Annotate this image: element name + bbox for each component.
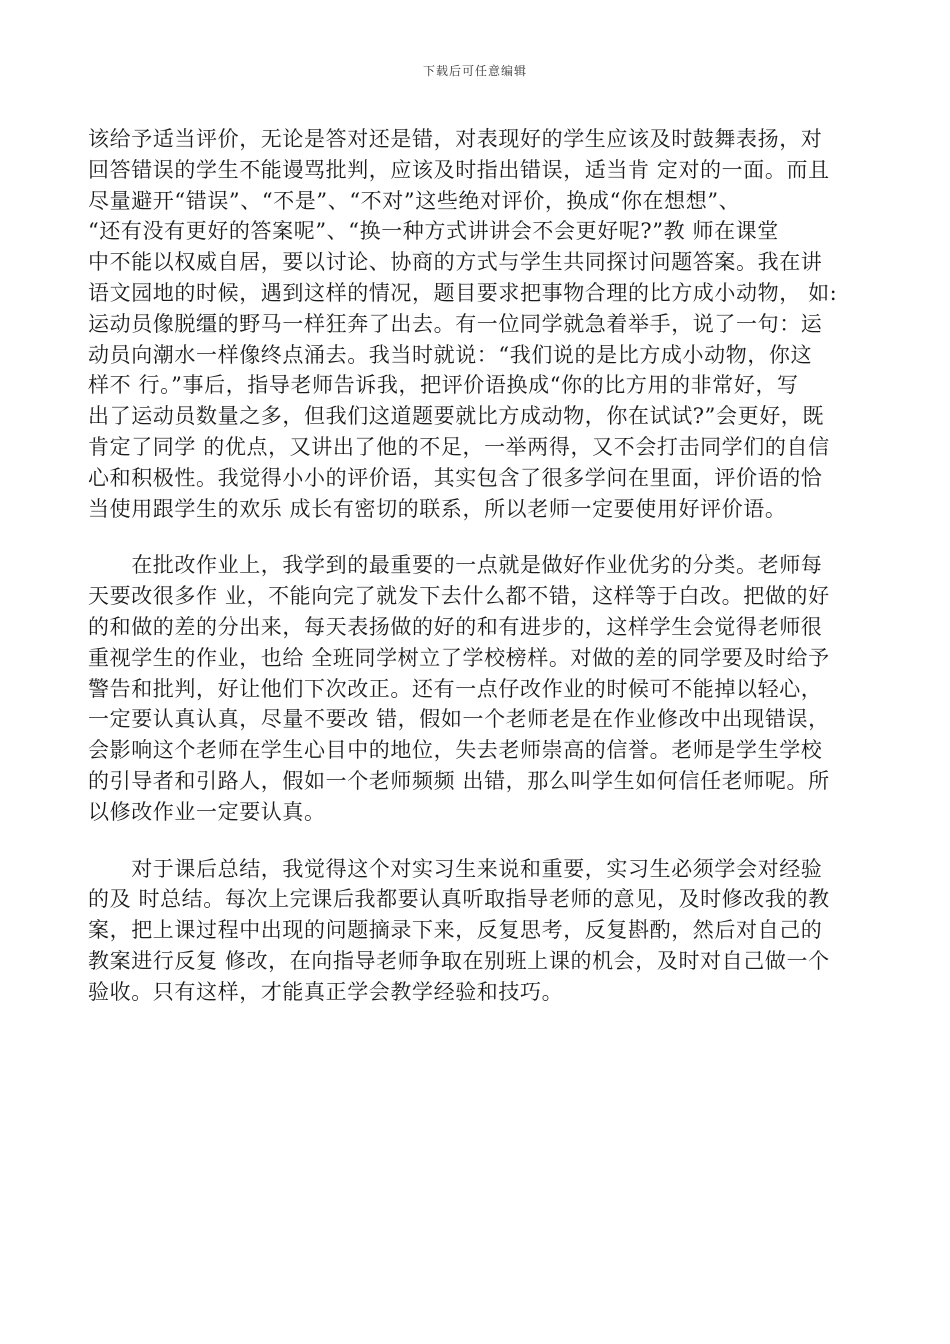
- text-line: 出了运动员数量之多，但我们这道题要就比方成动物，你在试试?”会更好，既: [88, 404, 824, 429]
- text-line: 肯定了同学 的优点，又讲出了他的不足，一举两得，又不会打击同学们的自信: [88, 434, 830, 459]
- document-body: [88, 124, 864, 1008]
- text-line: 样不 行。”事后，指导老师告诉我，把评价语换成“你的比方用的非常好，写: [88, 373, 799, 398]
- text-line: 对于课后总结，我觉得这个对实习生来说和重要，实习生必须学会对经验: [88, 856, 823, 881]
- text-line: 动员向潮水一样像终点涌去。我当时就说：“我们说的是比方成小动物，你这: [88, 342, 813, 367]
- text-line: 警告和批判，好让他们下次改正。还有一点仔改作业的时候可不能掉以轻心，: [88, 676, 823, 701]
- paragraph-summary: [88, 854, 864, 1008]
- paragraph-spacer: [88, 524, 864, 550]
- text-line: 中不能以权威自居，要以讨论、协商的方式与学生共同探讨问题答案。我在讲: [88, 250, 823, 275]
- text-line: 验收。只有这样，才能真正学会教学经验和技巧。: [88, 979, 564, 1004]
- text-line: 当使用跟学生的欢乐 成长有密切的联系，所以老师一定要使用好评价语。: [88, 496, 787, 521]
- paragraph-homework: [88, 550, 864, 827]
- text-line: 语文园地的时候，遇到这样的情况，题目要求把事物合理的比方成小动物， 如:: [88, 280, 838, 305]
- text-line: 的和做的差的分出来，每天表扬做的好的和有进步的，这样学生会觉得老师很: [88, 614, 823, 639]
- page-header: 下载后可任意编辑: [422, 64, 527, 78]
- text-line: 运动员像脱缰的野马一样狂奔了出去。有一位同学就急着举手，说了一句：运: [88, 311, 823, 336]
- text-line: 教案进行反复 修改，在向指导老师争取在别班上课的机会，及时对自己做一个: [88, 948, 830, 973]
- text-line: 案，把上课过程中出现的问题摘录下来，反复思考，反复斟酌，然后对自己的: [88, 918, 823, 943]
- text-line: 会影响这个老师在学生心目中的地位，失去老师崇高的信誉。老师是学生学校: [88, 738, 823, 763]
- paragraph-spacer: [88, 828, 864, 854]
- text-line: 的引导者和引路人，假如一个老师频频 出错，那么叫学生如何信任老师呢。所: [88, 768, 830, 793]
- text-line: 重视学生的作业，也给 全班同学树立了学校榜样。对做的差的同学要及时给予: [88, 645, 830, 670]
- text-line: 的及 时总结。每次上完课后我都要认真听取指导老师的意见，及时修改我的教: [88, 887, 830, 912]
- text-line: 天要改很多作 业，不能向完了就发下去什么都不错，这样等于白改。把做的好: [88, 584, 830, 609]
- text-line: 尽量避开“错误”、“不是”、“不对”这些绝对评价，换成“你在想想”、: [88, 188, 741, 213]
- text-line: 该给予适当评价，无论是答对还是错，对表现好的学生应该及时鼓舞表扬，对: [88, 127, 823, 151]
- text-line: 在批改作业上，我学到的最重要的一点就是做好作业优劣的分类。老师每: [88, 553, 823, 578]
- text-line: 一定要认真认真，尽量不要改 错，假如一个老师老是在作业修改中出现错误，: [88, 707, 830, 732]
- text-line: 心和积极性。我觉得小小的评价语，其实包含了很多学问在里面，评价语的恰: [88, 465, 823, 490]
- text-line: 回答错误的学生不能谩骂批判，应该及时指出错误，适当肯 定对的一面。而且: [88, 157, 830, 182]
- paragraph-evaluation: [88, 124, 864, 524]
- text-line: 以修改作业一定要认真。: [88, 799, 326, 824]
- text-line: “还有没有更好的答案呢”、“换一种方式讲讲会不会更好呢?”教 师在课堂: [88, 219, 779, 244]
